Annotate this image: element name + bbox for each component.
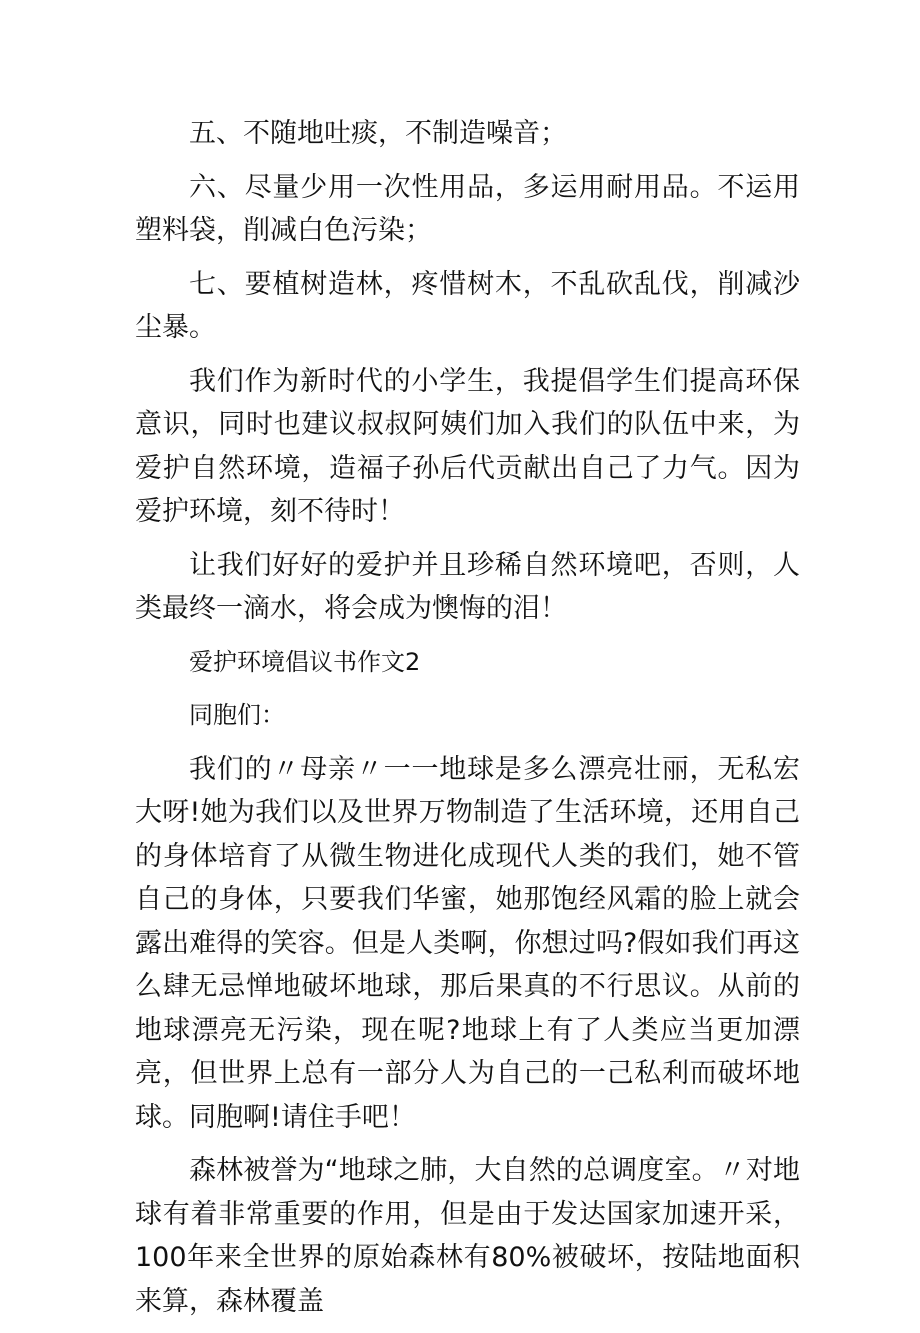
paragraph: 我们的〃母亲〃一一地球是多么漂亮壮丽，无私宏大呀!她为我们以及世界万物制造了生活环境，还用自己的身体培育了从微生物进化成现代人类的我们，她不管自己的身体，只要我们华蜜，她那饱经风霜的脸上就会露出难得的笑容。但是人类啊，你想过吗?假如我们再这么肆无忌惮地破坏地球，那后果真的不行思议。从前的地球漂亮无污染，现在呢?地球上有了人类应当更加漂亮，但世界上总有一部分人为自己的一己私利而破坏地球。同胞啊!请住手吧！ bbox=[135, 753, 800, 1133]
paragraph: 森林被誉为“地球之肺，大自然的总调度室。〃对地球有着非常重要的作用，但是由于发达国家加速开采，100年来全世界的原始森林有80%被破坏，按陆地面积来算，森林覆盖 bbox=[135, 1155, 800, 1317]
greeting-line: 同胞们： bbox=[189, 701, 285, 729]
document-body bbox=[135, 112, 800, 1333]
section-title: 爱护环境倡议书作文2 bbox=[189, 647, 421, 676]
paragraph: 让我们好好的爱护并且珍稀自然环境吧，否则，人类最终一滴水，将会成为懊悔的泪！ bbox=[135, 549, 800, 624]
paragraph: 七、要植树造林，疼惜树木，不乱砍乱伐，削减沙尘暴。 bbox=[135, 268, 800, 343]
paragraph: 六、尽量少用一次性用品，多运用耐用品。不运用塑料袋，削减白色污染； bbox=[135, 171, 800, 246]
paragraph: 五、不随地吐痰，不制造噪音； bbox=[189, 118, 567, 149]
paragraph: 我们作为新时代的小学生，我提倡学生们提高环保意识，同时也建议叔叔阿姨们加入我们的队伍中来，为爱护自然环境，造福子孙后代贡献出自己了力气。因为爱护环境，刻不待时！ bbox=[135, 365, 800, 527]
